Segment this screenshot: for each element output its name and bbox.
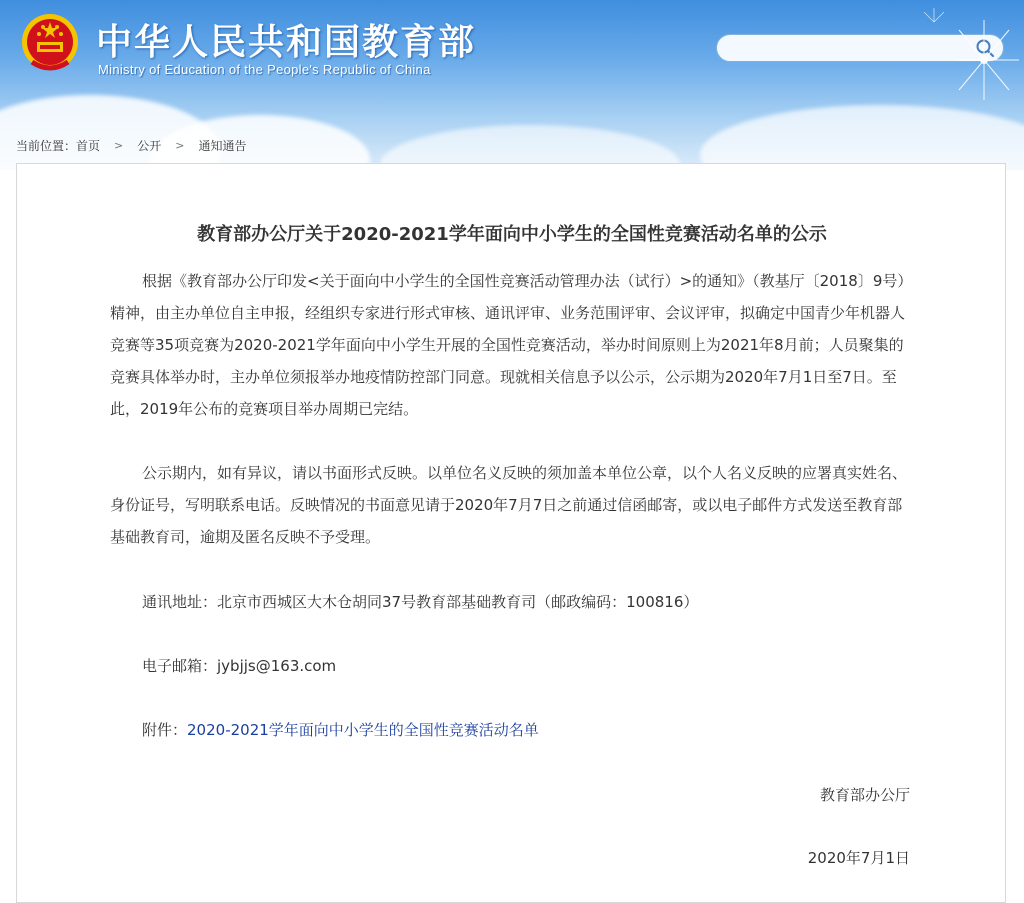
attachment-line — [142, 719, 539, 740]
address-label: 通讯地址： — [142, 593, 218, 611]
email-label: 电子邮箱： — [142, 657, 218, 675]
signature-organization: 教育部办公厅 — [819, 786, 910, 804]
breadcrumb-separator: > — [114, 139, 124, 152]
breadcrumb-item-home[interactable]: 首页 — [76, 139, 101, 153]
breadcrumb-item-notices[interactable]: 通知通告 — [198, 139, 247, 153]
article-paragraph — [110, 265, 915, 425]
breadcrumb — [16, 137, 247, 154]
email-value: jybjjs@163.com — [217, 657, 337, 675]
site-subtitle: Ministry of Education of the People's Republic of China — [98, 62, 431, 77]
attachment-link[interactable]: 2020-2021学年面向中小学生的全国性竞赛活动名单 — [187, 721, 539, 739]
breadcrumb-label: 当前位置： — [16, 139, 77, 153]
article-title: 教育部办公厅关于2020-2021学年面向中小学生的全国性竞赛活动名单的公示 — [197, 224, 827, 245]
article-paragraph — [110, 457, 915, 553]
email-line — [142, 655, 336, 676]
national-emblem-icon[interactable] — [20, 12, 80, 76]
address-value: 北京市西城区大木仓胡同37号教育部基础教育司（邮政编码：100816） — [217, 593, 699, 611]
signature-date: 2020年7月1日 — [807, 849, 910, 867]
address-line — [142, 591, 698, 612]
dandelion-decoration — [914, 0, 1024, 130]
paragraph-text: 公示期内，如有异议，请以书面形式反映。以单位名义反映的须加盖本单位公章，以个人名义反映的应署真实姓名、身份证号，写明联系电话。反映情况的书面意见请于2020年7月7日之前通过信函邮寄，或以电子邮件方式发送至教育部基础教育司，逾期及匿名反映不予受理。 — [110, 464, 908, 546]
breadcrumb-separator: > — [175, 139, 185, 152]
site-title[interactable]: 中华人民共和国教育部 — [96, 22, 477, 63]
paragraph-text: 根据《教育部办公厅印发<关于面向中小学生的全国性竞赛活动管理办法（试行）>的通知》（教基厅〔2018〕9号）精神，由主办单位自主申报，经组织专家进行形式审核、通讯评审、业务范围评审、会议评审，拟确定中国青少年机器人竞赛等35项竞赛为2020-2021学年面向中小学生开展的全国性竞赛活动，举办时间原则上为2021年8月前；人员聚集的竞赛具体举办时，主办单位须报举办地疫情防控部门同意。现就相关信息予以公示，公示期为2020年7月1日至7日。至此，2019年公布的竞赛项目举办周期已完结。 — [110, 272, 913, 418]
breadcrumb-item-public[interactable]: 公开 — [137, 139, 162, 153]
attachment-label: 附件： — [142, 721, 188, 739]
